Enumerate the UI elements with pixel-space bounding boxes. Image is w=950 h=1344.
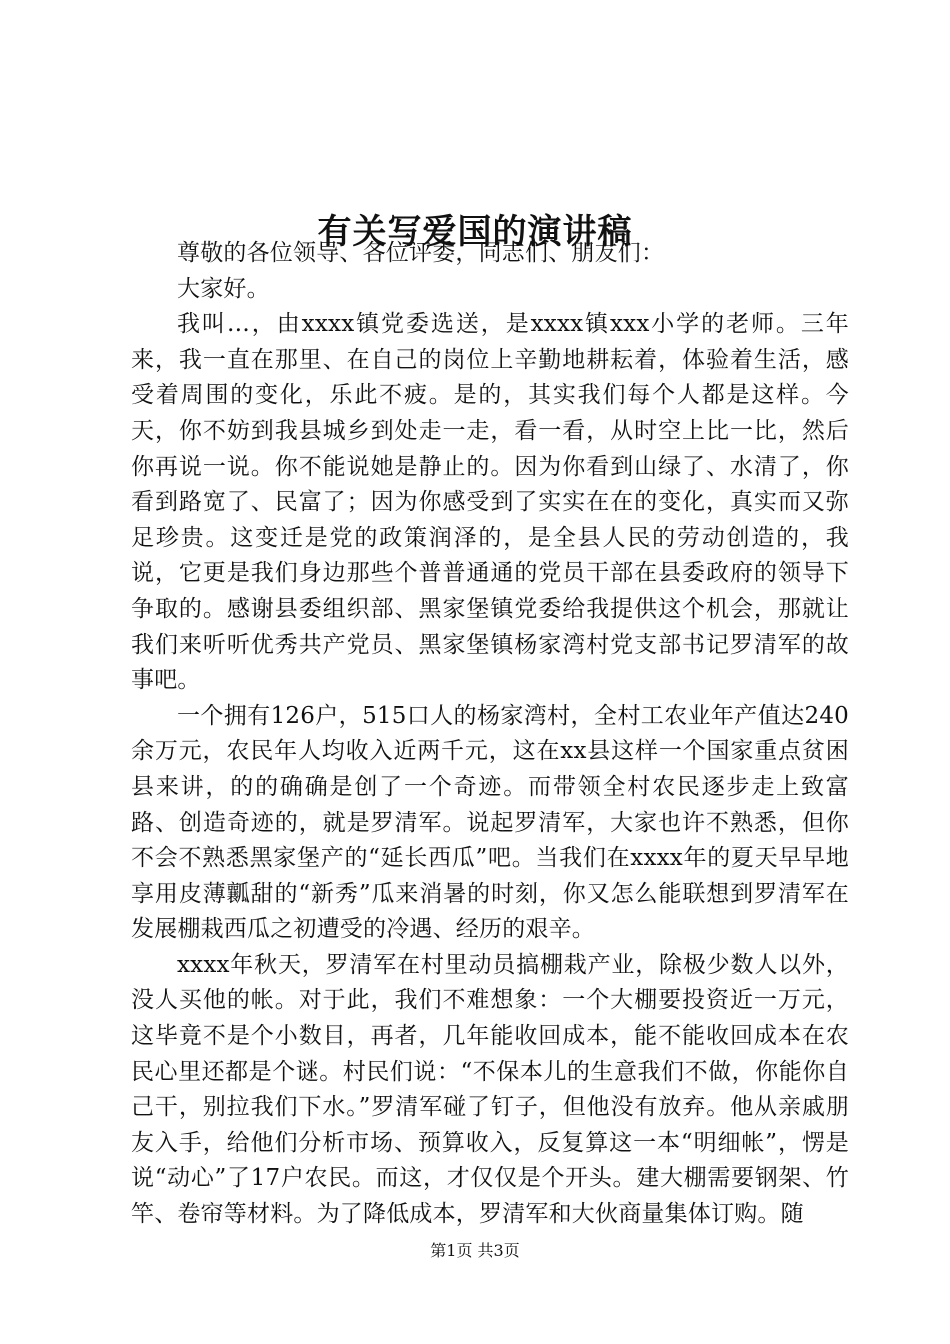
body-paragraph: 一个拥有126户，515口人的杨家湾村，全村工农业年产值达240余万元，农民年人均收入近两千元，这在xx县这样一个国家重点贫困县来讲，的的确确是创了一个奇迹。而带领全村农民逐步走上致富路、创造奇迹的，就是罗清军。说起罗清军，大家也许不熟悉，但你不会不熟悉黑家堡产的“延长西瓜”吧。当我们在xxxx年的夏天早早地享用皮薄瓤甜的“新秀”瓜来消暑的时刻，你又怎么能联想到罗清军在发展棚栽西瓜之初遭受的冷遇、经历的艰辛。 xyxy=(131,702,849,943)
body-paragraph: xxxx年秋天，罗清军在村里动员搞棚栽产业，除极少数人以外，没人买他的帐。对于此，我们不难想象：一个大棚要投资近一万元，这毕竟不是个小数目，再者，几年能收回成本，能不能收回成本在农民心里还都是个谜。村民们说：“不保本儿的生意我们不做，你能你自己干，别拉我们下水。”罗清军碰了钉子，但他没有放弃。他从亲戚朋友入手，给他们分析市场、预算收入，反复算这一本“明细帐”，愣是说“动心”了17户农民。而这，才仅仅是个开头。建大棚需要钢架、竹竿、卷帘等材料。为了降低成本，罗清军和大伙商量集体订购。随 xyxy=(131,951,849,1228)
page-number-footer: 第1页 共3页 xyxy=(430,1241,520,1260)
document-body xyxy=(131,236,849,1233)
body-paragraph: 我叫…，由xxxx镇党委选送，是xxxx镇xxx小学的老师。三年来，我一直在那里、在自己的岗位上辛勤地耕耘着，体验着生活，感受着周围的变化，乐此不疲。是的，其实我们每个人都是这样。今天，你不妨到我县城乡到处走一走，看一看，从时空上比一比，然后你再说一说。你不能说她是静止的。因为你看到山绿了、水清了，你看到路宽了、民富了；因为你感受到了实实在在的变化，真实而又弥足珍贵。这变迁是党的政策润泽的，是全县人民的劳动创造的，我说，它更是我们身边那些个普普通通的党员干部在县委政府的领导下争取的。感谢县委组织部、黑家堡镇党委给我提供这个机会，那就让我们来听听优秀共产党员、黑家堡镇杨家湾村党支部书记罗清军的故事吧。 xyxy=(131,311,849,694)
document-title: 有关写爱国的演讲稿 xyxy=(317,211,633,252)
greeting-paragraph: 大家好。 xyxy=(177,275,270,302)
salutation-paragraph: 尊敬的各位领导、各位评委，同志们、朋友们： xyxy=(177,240,665,266)
